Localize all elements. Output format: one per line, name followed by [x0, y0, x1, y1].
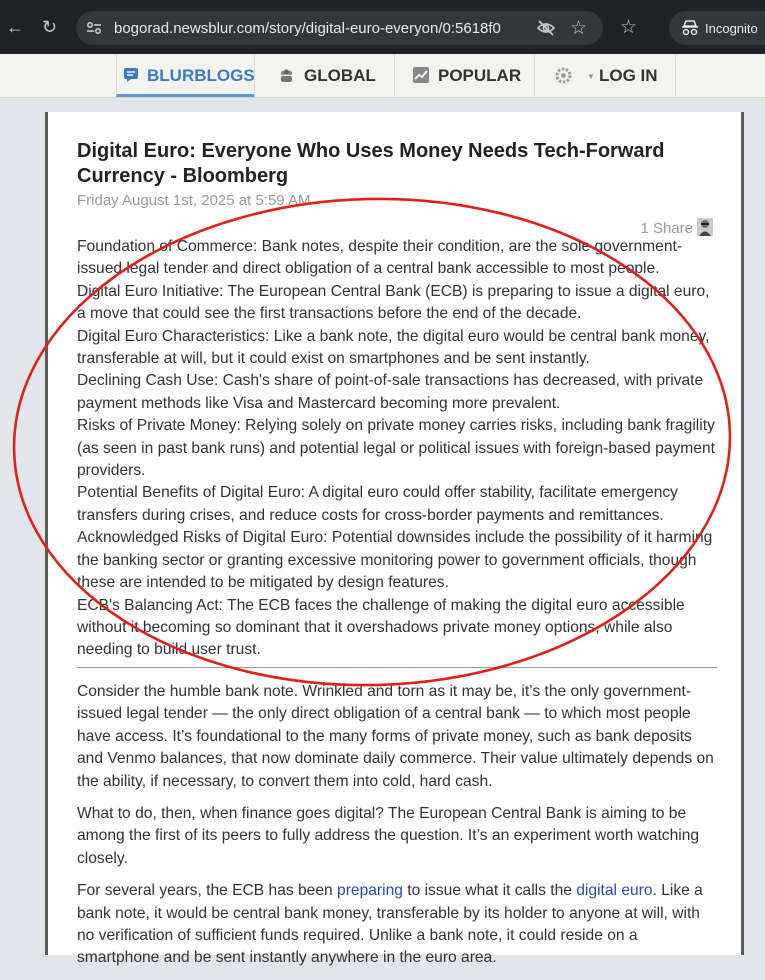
summary-item: Digital Euro Initiative: The European Central Bank (ECB) is preparing to issue a digital euro, a move that could see the first transactions before the end of the decade. — [77, 282, 710, 323]
tab-label: POPULAR — [438, 66, 522, 85]
share-label: 1 Share — [640, 220, 693, 237]
tab-global[interactable] — [254, 54, 394, 97]
summary-item: Digital Euro Characteristics: Like a bank note, the digital euro would be central bank money, transferable at will, but it could exist on smartphones and be sent instantly. — [77, 327, 710, 368]
address-bar[interactable] — [76, 11, 603, 45]
reload-icon[interactable]: ↻ — [42, 17, 58, 37]
tab-label: LOG IN — [599, 66, 658, 85]
tab-label: GLOBAL — [304, 66, 376, 85]
summary-item: Foundation of Commerce: Bank notes, despite their condition, are the sole government-issued legal tender and direct obligation of a central bank accessible to most people. — [77, 238, 683, 278]
divider — [77, 667, 717, 668]
eye-off-icon[interactable] — [536, 19, 556, 37]
avatar[interactable] — [697, 218, 713, 236]
digital-euro-link[interactable]: digital euro — [576, 882, 653, 900]
body-text: For several years, the ECB has been — [77, 882, 338, 900]
body-paragraph — [77, 880, 717, 970]
story-title[interactable]: Digital Euro: Everyone Who Uses Money Needs Tech-Forward Currency - Bloomberg — [77, 140, 665, 187]
bookmark-star-icon[interactable]: ☆ — [570, 18, 588, 39]
tab-blurblogs[interactable] — [116, 54, 254, 97]
preparing-link[interactable]: preparing — [337, 882, 403, 900]
chevron-down-icon: ▼ — [587, 72, 595, 81]
body-text: . Like a bank note, it would be central bank money, transferable by its holder to anyone at will, with no verification of sufficient funds required. Unlike a bank note, it could reside on a smartphone and be sent instantly anywhere in the euro area. — [77, 882, 703, 967]
summary-item: Acknowledged Risks of Digital Euro: Potential downsides include the possibility of it harming the banking sector or granting excessive monitoring power to government officials, though these are intended to be mitigated by design features. — [77, 529, 713, 592]
incognito-label: Incognito — [705, 21, 758, 36]
story-summary — [77, 236, 717, 662]
back-icon[interactable]: ← — [6, 17, 24, 37]
share-count[interactable] — [640, 218, 713, 237]
tab-popular[interactable] — [394, 54, 534, 97]
summary-item: Potential Benefits of Digital Euro: A digital euro could offer stability, facilitate emergency transfers during crises, and reduce costs for cross-border payments and remittances. — [77, 484, 678, 524]
gear-icon — [555, 67, 572, 84]
story-card — [45, 112, 744, 967]
body-paragraph: Consider the humble bank note. Wrinkled and torn as it may be, it’s the only government-issued legal tender — the only direct obligation of a central bank — to which most people have access. It’s foundational to the many forms of private money, such as bank deposits and Venmo balances, that now dominate daily commerce. Their value ultimately depends on the ability, if necessary, to convert them into cold, hard cash. — [77, 683, 714, 790]
story-body — [77, 681, 717, 980]
body-text: to issue what it calls the — [402, 882, 577, 900]
site-settings-icon[interactable] — [86, 20, 102, 36]
body-paragraph: What to do, then, when finance goes digital? The European Central Bank is aiming to be among the first of its peers to fully address the question. It’s an experiment worth watching closely. — [77, 805, 700, 867]
tab-login[interactable] — [534, 54, 676, 97]
incognito-icon — [681, 20, 699, 36]
summary-item: ECB's Balancing Act: The ECB faces the challenge of making the digital euro accessible without it becoming so dominant that it overshadows private money options, while also needing to build user trust. — [77, 596, 685, 659]
blurblog-icon — [123, 67, 139, 83]
summary-item: Risks of Private Money: Relying solely on private money carries risks, including bank fragility (as seen in past bank runs) and potential legal or political issues with foreign-based payment providers. — [77, 417, 715, 480]
browser-toolbar — [0, 0, 765, 54]
global-icon — [279, 68, 294, 83]
summary-item: Declining Cash Use: Cash's share of point-of-sale transactions has decreased, with private payment methods like Visa and Mastercard becoming more prevalent. — [77, 372, 704, 412]
story-date: Friday August 1st, 2025 at 5:59 AM — [77, 192, 311, 209]
url-text[interactable]: bogorad.newsblur.com/story/digital-euro-everyon/0:5618f0 — [114, 20, 501, 37]
bookmarks-star-icon[interactable]: ☆ — [620, 17, 638, 38]
tab-label: BLURBLOGS — [147, 66, 255, 85]
site-nav — [0, 54, 765, 98]
popular-icon — [413, 67, 429, 83]
incognito-badge[interactable] — [669, 11, 765, 45]
